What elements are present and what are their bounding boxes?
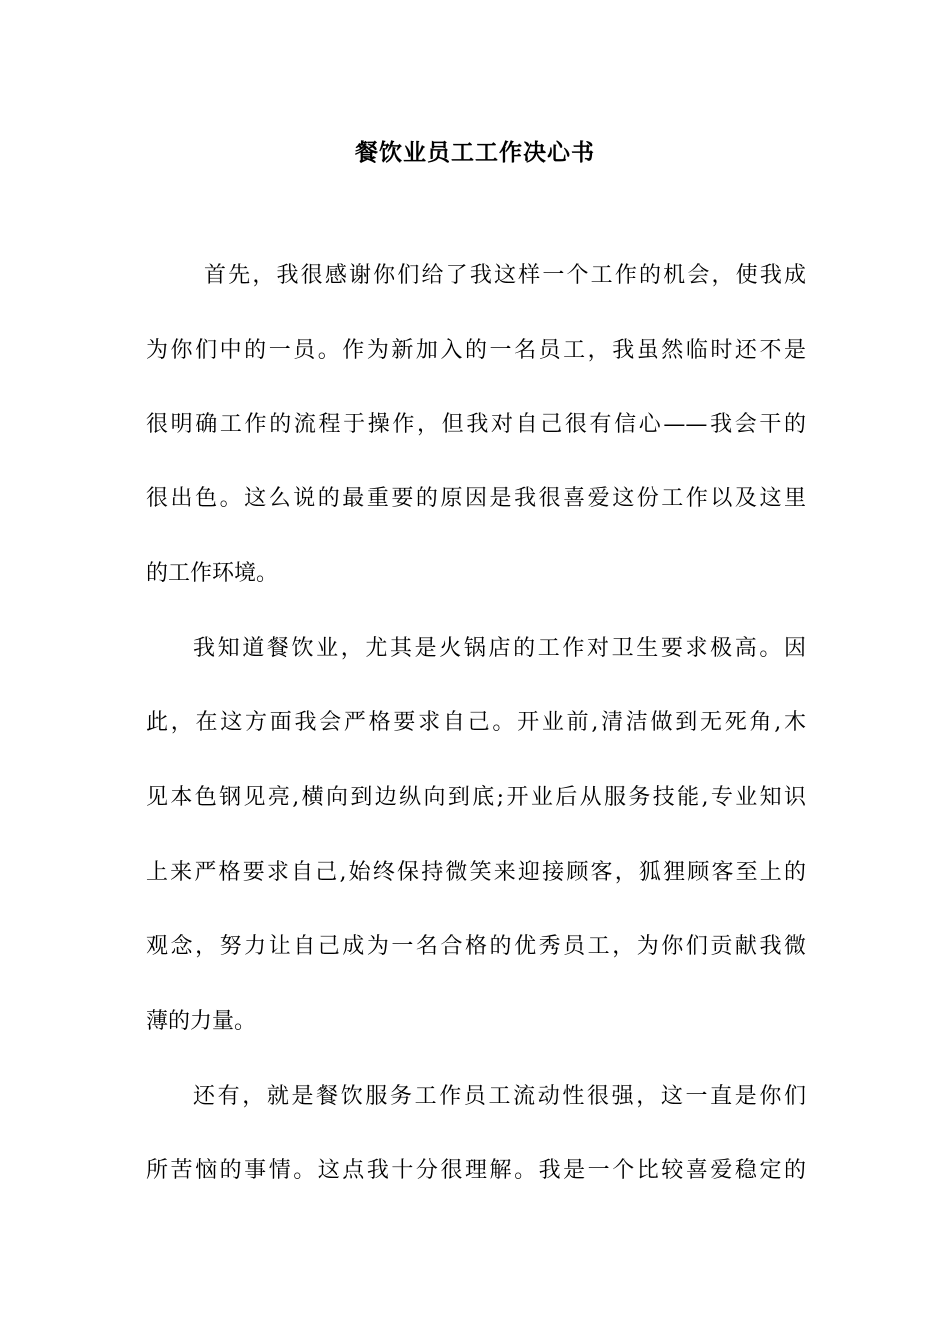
paragraph-line: 观念，努力让自己成为一名合格的优秀员工，为你们贡献我微 bbox=[146, 934, 806, 959]
paragraph-line: 很明确工作的流程于操作，但我对自己很有信心——我会干的 bbox=[146, 412, 806, 437]
paragraph-line: 所苦恼的事情。这点我十分很理解。我是一个比较喜爱稳定的 bbox=[146, 1158, 806, 1183]
paragraph-line: 首先，我很感谢你们给了我这样一个工作的机会，使我成 bbox=[204, 263, 806, 288]
paragraph-line: 此，在这方面我会严格要求自己。开业前,清洁做到无死角,木 bbox=[146, 710, 806, 735]
paragraph-line: 我知道餐饮业，尤其是火锅店的工作对卫生要求极高。因 bbox=[193, 636, 806, 661]
paragraph-line: 见本色钢见亮,横向到边纵向到底;开业后从服务技能,专业知识 bbox=[146, 785, 806, 810]
paragraph-line: 为你们中的一员。作为新加入的一名员工，我虽然临时还不是 bbox=[146, 338, 806, 363]
paragraph-line: 上来严格要求自己,始终保持微笑来迎接顾客，狐狸顾客至上的 bbox=[146, 860, 806, 885]
document-title: 餐饮业员工工作决心书 bbox=[355, 139, 595, 166]
paragraph-line: 薄的力量。 bbox=[146, 1009, 257, 1034]
paragraph-line: 还有，就是餐饮服务工作员工流动性很强，这一直是你们 bbox=[193, 1084, 806, 1109]
paragraph-line: 很出色。这么说的最重要的原因是我很喜爱这份工作以及这里 bbox=[146, 486, 806, 511]
paragraph-line: 的工作环境。 bbox=[146, 561, 279, 586]
